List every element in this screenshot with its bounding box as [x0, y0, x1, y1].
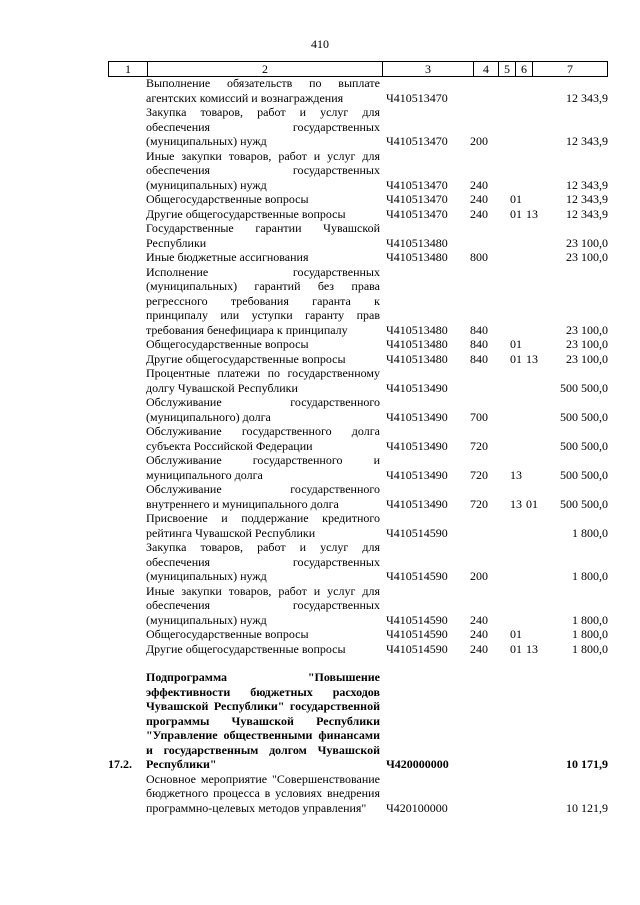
row-code: Ч410514590: [386, 612, 448, 627]
row-subsection: [526, 670, 542, 772]
row-name: Подпрограмма "Повышение эффективности бюджетных расходов Чувашской Республики" государственной программы Чувашской Республики "Управление общественными финансами и государственным долгом Чувашской Республики": [146, 670, 380, 771]
row-code: Ч410513490: [386, 380, 448, 395]
row-expense-group: 200: [470, 569, 488, 583]
row-section: [510, 511, 526, 540]
row-amount: 500 500,0: [560, 409, 608, 424]
row-number: [108, 221, 146, 250]
row-section: [510, 772, 526, 816]
table-row: [108, 76, 612, 105]
table-row: [108, 540, 612, 584]
row-code: Ч420100000: [386, 800, 448, 815]
row-name: Другие общегосударственные вопросы: [146, 351, 346, 366]
table-row: [108, 105, 612, 149]
row-number: [108, 105, 146, 149]
row-code: Ч410513480: [386, 235, 448, 250]
row-subsection: [526, 395, 542, 424]
row-amount: 12 343,9: [566, 134, 608, 148]
row-code: Ч410513480: [386, 322, 448, 337]
row-amount: 1 800,0: [572, 641, 608, 656]
table-row: [108, 352, 612, 367]
table-row: [108, 395, 612, 424]
row-code: Ч410513480: [386, 250, 448, 264]
row-number: [108, 192, 146, 207]
row-name: Иные закупки товаров, работ и услуг для обеспечения государственных (муниципальных) нужд: [146, 583, 380, 627]
row-number: [108, 424, 146, 453]
row-code: Ч410513490: [386, 409, 448, 424]
row-amount: 10 171,9: [566, 757, 608, 771]
row-name: Общегосударственные вопросы: [146, 337, 309, 351]
row-subsection: [526, 221, 542, 250]
row-section: [510, 76, 526, 105]
row-number: [108, 540, 146, 584]
row-name: Закупка товаров, работ и услуг для обеспечения государственных (муниципальных) нужд: [146, 540, 380, 583]
row-section: 01: [510, 337, 522, 351]
row-expense-group: [470, 670, 510, 772]
column-header: [108, 61, 608, 77]
row-expense-group: 200: [470, 134, 488, 148]
row-amount: 12 343,9: [566, 192, 608, 206]
row-amount: 23 100,0: [566, 351, 608, 366]
row-amount: 1 800,0: [572, 525, 608, 540]
row-expense-group: [470, 511, 510, 540]
budget-table: [108, 76, 612, 815]
table-row: [108, 265, 612, 338]
row-name: Присвоение и поддержание кредитного рейтинга Чувашской Республики: [146, 511, 380, 540]
row-subsection: [526, 149, 542, 193]
row-name: Общегосударственные вопросы: [146, 627, 309, 641]
row-number: [108, 337, 146, 352]
row-section: [510, 221, 526, 250]
row-amount: 500 500,0: [560, 467, 608, 482]
table-row: [108, 627, 612, 642]
row-code: Ч410513470: [386, 192, 448, 206]
row-expense-group: 840: [470, 322, 488, 337]
row-section: 13: [510, 467, 522, 482]
row-section: [510, 540, 526, 584]
row-amount: 500 500,0: [560, 496, 608, 511]
row-section: [510, 105, 526, 149]
header-cell: 7: [533, 62, 608, 77]
row-subsection: [526, 627, 542, 642]
row-name: Обслуживание государственного внутреннего и муниципального долга: [146, 482, 380, 511]
row-amount: 10 121,9: [566, 800, 608, 815]
row-code: Ч410513490: [386, 467, 448, 482]
row-amount: 12 343,9: [566, 177, 608, 192]
row-section: 13: [510, 496, 522, 511]
row-subsection: [526, 250, 542, 265]
table-row: [108, 149, 612, 193]
row-code: Ч420000000: [386, 757, 449, 771]
row-number: [108, 395, 146, 424]
row-section: 01: [510, 192, 522, 206]
row-name: Выполнение обязательств по выплате агентских комиссий и вознаграждения: [146, 76, 380, 105]
row-section: [510, 265, 526, 338]
row-subsection: [526, 105, 542, 149]
row-subsection: [526, 265, 542, 338]
row-name: Обслуживание государственного долга субъекта Российской Федерации: [146, 424, 380, 453]
row-subsection: [526, 76, 542, 105]
row-code: Ч410513470: [386, 206, 448, 221]
row-section: 01: [510, 351, 522, 366]
row-expense-group: 240: [470, 206, 488, 221]
row-expense-group: [470, 366, 510, 395]
row-name: Иные бюджетные ассигнования: [146, 250, 309, 264]
row-name: Обслуживание государственного и муниципального долга: [146, 453, 380, 482]
header-cell: 5: [499, 62, 516, 77]
header-cell: 6: [516, 62, 533, 77]
row-spacer: [108, 656, 612, 670]
row-number: [108, 772, 146, 816]
subprogram-row: [108, 670, 612, 772]
row-amount: 23 100,0: [566, 235, 608, 250]
row-name: Закупка товаров, работ и услуг для обеспечения государственных (муниципальных) нужд: [146, 105, 380, 148]
row-name: Процентные платежи по государственному долгу Чувашской Республики: [146, 366, 380, 395]
row-number: [108, 511, 146, 540]
table-row: [108, 337, 612, 352]
row-name: Иные закупки товаров, работ и услуг для обеспечения государственных (муниципальных) нужд: [146, 148, 380, 192]
row-code: Ч410513480: [386, 337, 448, 351]
page-number: 410: [311, 37, 329, 51]
row-number: [108, 250, 146, 265]
table-row: [108, 250, 612, 265]
row-section: [510, 584, 526, 628]
table-row: [108, 482, 612, 511]
row-subsection: [526, 772, 542, 816]
row-subsection: 01: [526, 496, 538, 511]
row-code: Ч410513470: [386, 134, 448, 148]
header-cell: 1: [109, 62, 148, 77]
row-number: [108, 265, 146, 338]
row-subsection: [526, 424, 542, 453]
row-amount: 1 800,0: [572, 612, 608, 627]
row-expense-group: [470, 76, 510, 105]
row-section: [510, 424, 526, 453]
row-expense-group: 700: [470, 409, 488, 424]
row-section: [510, 149, 526, 193]
header-cell: 4: [474, 62, 499, 77]
row-amount: 1 800,0: [572, 627, 608, 641]
row-expense-group: 720: [470, 467, 488, 482]
row-expense-group: 240: [470, 641, 488, 656]
row-name: Государственные гарантии Чувашской Республики: [146, 221, 380, 250]
header-cell: 3: [383, 62, 474, 77]
row-expense-group: 720: [470, 496, 488, 511]
row-expense-group: 840: [470, 337, 488, 351]
row-code: Ч410513470: [386, 177, 448, 192]
row-code: Ч410513490: [386, 496, 448, 511]
table-row: [108, 642, 612, 657]
row-expense-group: 240: [470, 612, 488, 627]
row-name: Обслуживание государственного (муниципального) долга: [146, 395, 380, 424]
row-name: Основное мероприятие "Совершенствование бюджетного процесса в условиях внедрения программно-целевых методов управления": [146, 771, 380, 815]
table-row: [108, 772, 612, 816]
row-expense-group: 840: [470, 351, 488, 366]
row-section: 01: [510, 206, 522, 221]
row-code: Ч410514590: [386, 525, 448, 540]
table-row: [108, 366, 612, 395]
row-name: Исполнение государственных (муниципальных) гарантий без права регрессного требования гаранта к принципалу или уступки гаранту прав требования бенефициара к принципалу: [146, 264, 380, 337]
row-section: 01: [510, 641, 522, 656]
row-amount: 23 100,0: [566, 322, 608, 337]
row-subsection: [526, 366, 542, 395]
row-code: Ч410513480: [386, 351, 448, 366]
row-subsection: 13: [526, 351, 538, 366]
row-amount: 1 800,0: [572, 569, 608, 583]
row-expense-group: 240: [470, 627, 488, 641]
row-expense-group: 720: [470, 438, 488, 453]
row-section: [510, 250, 526, 265]
row-code: Ч410514590: [386, 569, 448, 583]
row-number: [108, 149, 146, 193]
row-amount: 23 100,0: [566, 337, 608, 351]
row-name: Другие общегосударственные вопросы: [146, 641, 346, 656]
row-number: [108, 366, 146, 395]
row-number: [108, 642, 146, 657]
row-amount: 500 500,0: [560, 380, 608, 395]
row-expense-group: 800: [470, 250, 488, 264]
row-subsection: [526, 511, 542, 540]
row-subsection: 13: [526, 206, 538, 221]
row-expense-group: 240: [470, 177, 488, 192]
table-row: [108, 221, 612, 250]
row-number: [108, 584, 146, 628]
row-number: [108, 453, 146, 482]
row-code: Ч410514590: [386, 641, 448, 656]
row-number: [108, 76, 146, 105]
row-subsection: [526, 337, 542, 352]
table-row: [108, 207, 612, 222]
row-subsection: 13: [526, 641, 538, 656]
row-subsection: [526, 453, 542, 482]
row-subsection: [526, 540, 542, 584]
row-number: [108, 207, 146, 222]
row-code: Ч410514590: [386, 627, 448, 641]
row-section: [510, 670, 526, 772]
row-section: 01: [510, 627, 522, 641]
row-expense-group: [470, 772, 510, 816]
row-code: Ч410513470: [386, 90, 448, 105]
table-row: [108, 511, 612, 540]
row-number: [108, 482, 146, 511]
row-amount: 23 100,0: [566, 250, 608, 264]
row-expense-group: 240: [470, 192, 488, 206]
row-subsection: [526, 192, 542, 207]
row-section: [510, 366, 526, 395]
row-number: [108, 352, 146, 367]
row-name: Другие общегосударственные вопросы: [146, 206, 346, 221]
row-number: 17.2.: [108, 757, 132, 771]
table-row: [108, 584, 612, 628]
row-code: Ч410513490: [386, 438, 448, 453]
table-row: [108, 453, 612, 482]
row-subsection: [526, 584, 542, 628]
row-amount: 12 343,9: [566, 206, 608, 221]
row-amount: 12 343,9: [566, 90, 608, 105]
table-row: [108, 192, 612, 207]
row-amount: 500 500,0: [560, 438, 608, 453]
header-cell: 2: [148, 62, 383, 77]
table-row: [108, 424, 612, 453]
row-number: [108, 627, 146, 642]
row-expense-group: [470, 221, 510, 250]
row-section: [510, 395, 526, 424]
row-name: Общегосударственные вопросы: [146, 192, 309, 206]
